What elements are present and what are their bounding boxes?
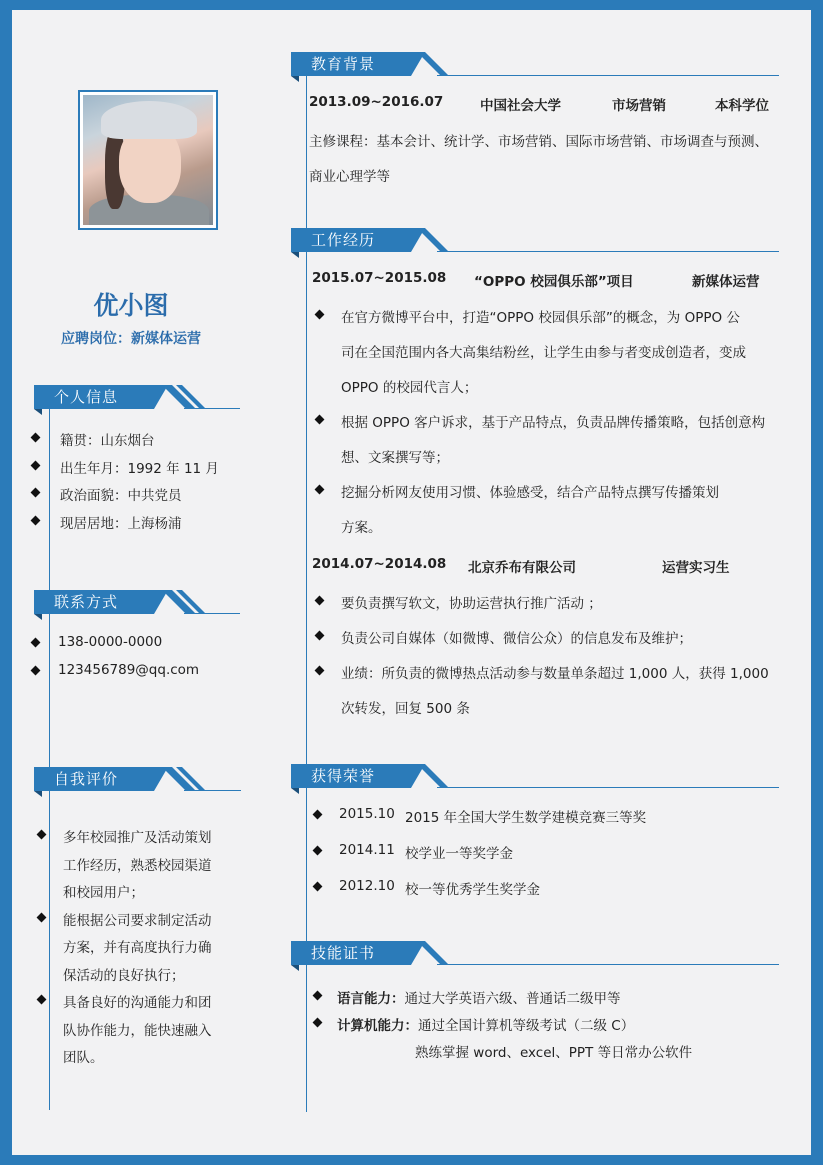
section-work: 工作经历 [291,228,779,254]
profile-photo [78,90,218,230]
self-eval-line: 和校园用户； [63,885,144,901]
job-org: 北京乔布有限公司 [468,560,576,576]
edu-degree: 本科学位 [715,98,769,114]
bullet-icon [315,415,325,425]
job-bullet-line: 在官方微博平台中，打造“OPPO 校园俱乐部”的概念，为 OPPO 公 [341,310,740,326]
bullet-icon [31,433,41,443]
section-contact: 联系方式 [34,590,240,616]
honor-text: 校学业一等奖学金 [405,846,513,862]
job-bullet-line: 负责公司自媒体（如微博、微信公众）的信息发布及维护； [341,631,692,647]
honor-text: 校一等优秀学生奖学金 [405,882,540,898]
skill-computer: 计算机能力：通过全国计算机等级考试（二级 C） [337,1018,635,1034]
job-bullet-line: 方案。 [341,520,382,536]
self-eval-line: 具备良好的沟通能力和团 [63,995,212,1011]
personal-info-item: 现居居地：上海杨浦 [60,515,182,532]
bullet-icon [315,310,325,320]
bullet-icon [313,1018,323,1028]
job-bullet-line: 根据 OPPO 客户诉求，基于产品特点，负责品牌传播策略，包括创意构 [341,415,766,431]
self-eval-line: 方案，并有高度执行力确 [63,940,212,956]
section-education: 教育背景 [291,52,779,78]
edu-period: 2013.09~2016.07 [309,94,444,110]
personal-info-item: 籍贯：山东烟台 [60,433,155,449]
job-bullet-line: 想、文案撰写等； [341,450,449,466]
job-org: “OPPO 校园俱乐部”项目 [474,274,634,290]
honor-date: 2015.10 [339,806,395,822]
honor-text: 2015 年全国大学生数学建模竞赛三等奖 [405,810,647,826]
skill-computer-line2: 熟练掌握 word、excel、PPT 等日常办公软件 [415,1045,693,1061]
honor-date: 2012.10 [339,878,395,894]
job-title: 应聘岗位：新媒体运营 [61,331,201,347]
bullet-icon [31,460,41,470]
bullet-icon [37,912,47,922]
bullet-icon [31,488,41,498]
personal-info-item: 出生年月：1992 年 11 月 [60,460,219,477]
job-period: 2015.07~2015.08 [312,270,447,286]
self-eval-line: 团队。 [63,1050,104,1066]
bullet-icon [31,515,41,525]
job-bullet-line: 业绩：所负责的微博热点活动参与数量单条超过 1,000 人，获得 1,000 [341,666,769,682]
self-eval-line: 保活动的良好执行； [63,967,185,984]
section-honors: 获得荣誉 [291,764,779,790]
bullet-icon [37,830,47,840]
bullet-icon [315,666,325,676]
bullet-icon [31,638,41,648]
self-eval-line: 能根据公司要求制定活动 [63,912,212,929]
personal-info-item: 政治面貌：中共党员 [60,488,182,504]
bullet-icon [37,995,47,1005]
bullet-icon [315,631,325,641]
resume-page [12,10,811,1155]
job-period: 2014.07~2014.08 [312,556,447,572]
edu-school: 中国社会大学 [480,98,561,114]
section-personal-info: 个人信息 [34,385,240,411]
self-eval-line: 多年校园推广及活动策划 [63,830,212,846]
job-bullet-line: 要负责撰写软文，协助运营执行推广活动 ； [341,596,602,612]
contact-item: 138-0000-0000 [58,634,163,650]
bullet-icon [313,991,323,1001]
bullet-icon [315,485,325,495]
job-bullet-line: 次转发，回复 500 条 [341,701,470,717]
job-bullet-line: OPPO 的校园代言人； [341,380,478,396]
bullet-icon [313,882,323,892]
honor-date: 2014.11 [339,842,395,858]
self-eval-line: 工作经历，熟悉校园渠道 [63,857,212,874]
section-skills: 技能证书 [291,941,779,967]
left-timeline [49,400,50,1110]
edu-major: 市场营销 [612,98,666,114]
bullet-icon [313,810,323,820]
self-eval-line: 队协作能力，能快速融入 [63,1022,212,1039]
skill-language: 语言能力：通过大学英语六级、普通话二级甲等 [337,991,621,1007]
job-bullet-line: 挖掘分析网友使用习惯、体验感受，结合产品特点撰写传播策划 [341,485,719,501]
job-role: 新媒体运营 [692,274,760,290]
section-self-eval: 自我评价 [34,767,241,793]
bullet-icon [313,846,323,856]
edu-courses-line2: 商业心理学等 [309,169,390,185]
contact-item: 123456789@qq.com [58,661,200,678]
bullet-icon [31,665,41,675]
job-role: 运营实习生 [662,560,730,576]
bullet-icon [315,596,325,606]
job-bullet-line: 司在全国范围内各大高集结粉丝，让学生由参与者变成创造者，变成 [341,345,746,361]
candidate-name: 优小图 [93,291,169,320]
edu-courses-line1: 主修课程：基本会计、统计学、市场营销、国际市场营销、市场调查与预测、 [309,134,768,150]
